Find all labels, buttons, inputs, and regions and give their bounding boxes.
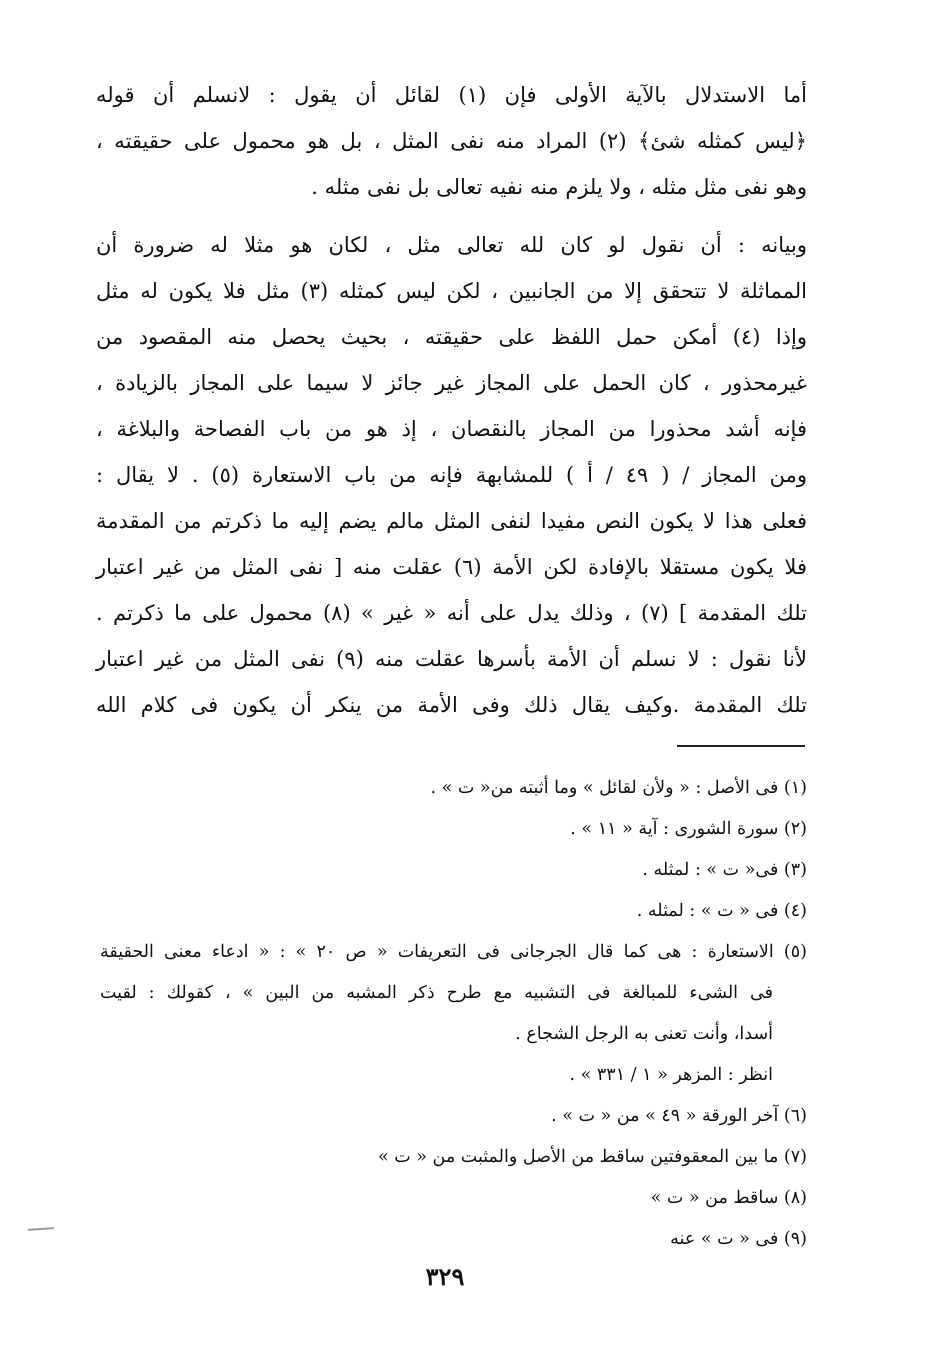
- text-line-12: تلك المقدمة ] (٧) ، وذلك يدل على أنه « غير » (٨) محمول على ما ذكرتم .: [96, 601, 808, 625]
- footnote-1: (١) فى الأصل : « ولأن لقائل » وما أثبته من« ت » .: [430, 778, 807, 798]
- footnote-separator: [677, 745, 805, 747]
- text-line-11: فلا يكون مستقلا بالإفادة لكن الأمة (٦) عقلت منه [ نفى المثل من غير اعتبار: [96, 555, 807, 579]
- text-line-2: ﴿ليس كمثله شئ﴾ (٢) المراد منه نفى المثل ، بل هو محمول على حقيقته ،: [96, 129, 807, 153]
- text-line-13: لأنا نقول : لا نسلم أن الأمة بأسرها عقلت منه (٩) نفى المثل من غير اعتبار: [96, 647, 807, 671]
- text-line-3: وهو نفى مثل مثله ، ولا يلزم منه نفيه تعالى بل نفى مثله .: [311, 175, 807, 199]
- footnote-5-line-2: فى الشىء للمبالغة فى التشبيه مع طرح ذكر المشبه من البين » ، كقولك : لقيت: [100, 983, 773, 1003]
- text-line-10: فعلى هذا لا يكون النص مفيدا لنفى المثل مالم يضم إليه ما ذكرتم من المقدمة: [96, 509, 807, 533]
- footnote-7: (٧) ما بين المعقوفتين ساقط من الأصل والمثبت من « ت »: [377, 1147, 807, 1167]
- scan-mark: [28, 1227, 54, 1231]
- footnote-8: (٨) ساقط من « ت »: [650, 1188, 807, 1208]
- footnote-2: (٢) سورة الشورى : آية « ١١ » .: [570, 819, 807, 839]
- text-line-7: غيرمحذور ، كان الحمل على المجاز غير جائز لا سيما على المجاز بالزيادة ،: [96, 371, 807, 395]
- footnote-9: (٩) فى « ت » عنه: [670, 1229, 807, 1249]
- footnote-5-line-1: (٥) الاستعارة : هى كما قال الجرجانى فى التعريفات « ص ٢٠ » : « ادعاء معنى الحقيقة: [100, 942, 807, 962]
- text-line-8: فإنه أشد محذورا من المجاز بالنقصان ، إذ هو من باب الفصاحة والبلاغة ،: [96, 417, 807, 441]
- footnote-6: (٦) آخر الورقة « ٤٩ » من « ت » .: [551, 1106, 807, 1126]
- text-line-9: ومن المجاز / ( ٤٩ / أ ) للمشابهة فإنه من باب الاستعارة (٥) . لا يقال :: [96, 463, 807, 487]
- footnote-4: (٤) فى « ت » : لمثله .: [636, 901, 807, 921]
- text-line-4: وبيانه : أن نقول لو كان لله تعالى مثل ، لكان هو مثلا له ضرورة أن: [96, 233, 807, 257]
- footnote-5-line-3: أسدا، وأنت تعنى به الرجل الشجاع .: [515, 1024, 773, 1044]
- footnote-3: (٣) فى« ت » : لمثله .: [642, 860, 807, 880]
- text-line-6: وإذا (٤) أمكن حمل اللفظ على حقيقته ، بحيث يحصل منه المقصود من: [96, 325, 807, 349]
- page-number: ٣٢٩: [425, 1262, 465, 1291]
- text-line-5: المماثلة لا تتحقق إلا من الجانبين ، لكن ليس كمثله (٣) مثل فلا يكون له مثل: [96, 279, 807, 303]
- footnotes: [100, 768, 807, 1260]
- footnote-5-line-4: انظر : المزهر « ١ / ٣٣١ » .: [569, 1065, 773, 1085]
- text-line-1: أما الاستدلال بالآية الأولى فإن (١) لقائل أن يقول : لانسلم أن قوله: [96, 83, 807, 107]
- text-line-14: تلك المقدمة .وكيف يقال ذلك وفى الأمة من ينكر أن يكون فى كلام الله: [96, 693, 807, 717]
- main-text: [96, 72, 807, 728]
